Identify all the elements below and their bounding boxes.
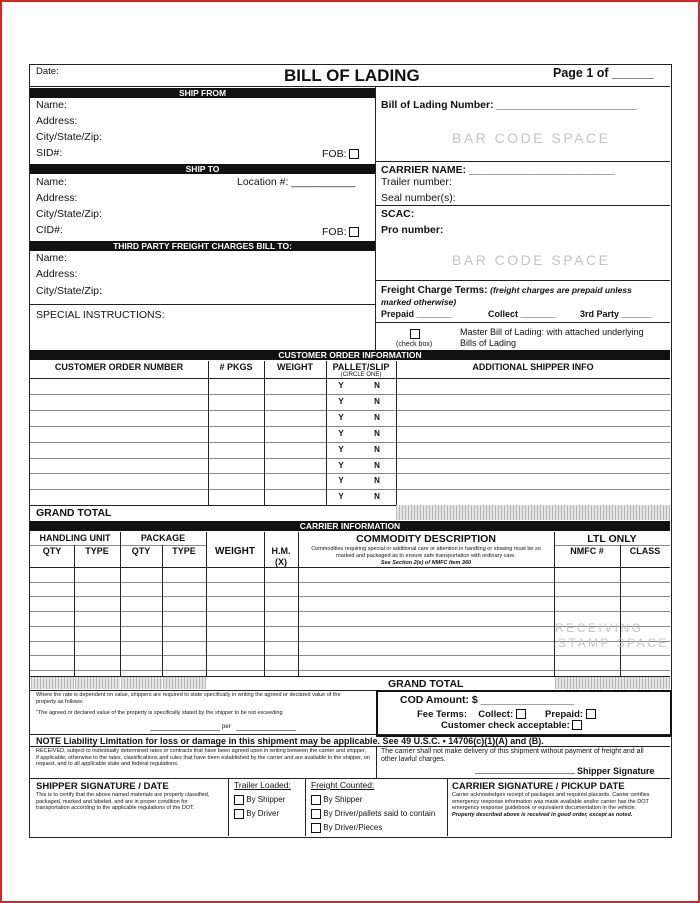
receiving-stamp-2: STAMP SPACE (558, 636, 669, 650)
nmfc-header: NMFC # (570, 546, 604, 556)
row-line (30, 596, 670, 597)
prepaid-field[interactable]: Prepaid _______ (381, 309, 452, 319)
value-note-2: "The agreed or declared value of the property is specifically stated by the shipper to be not exceeding (36, 710, 283, 716)
fob-checkbox[interactable] (349, 227, 359, 237)
commodity-description-header: COMMODITY DESCRIPTION (356, 533, 496, 545)
fc-by-driver-pieces-label: By Driver/Pieces (323, 823, 383, 833)
ship-from-header: SHIP FROM (30, 88, 375, 98)
ship-to-city[interactable]: City/State/Zip: (36, 208, 102, 220)
hm-header: H.M. (271, 546, 291, 556)
customer-order-grand-total: GRAND TOTAL (36, 507, 112, 519)
fob-label: FOB: (322, 226, 347, 238)
value-note: Where the rate is dependent on value, shippers are required to state specifically in writing the agreed or declared value of the property as follows: (36, 692, 341, 705)
pallet-yes-option[interactable]: Y (338, 476, 344, 485)
value-per: per (222, 724, 231, 730)
pallet-yes-option[interactable]: Y (338, 429, 344, 438)
third-party-name[interactable]: Name: (36, 252, 67, 264)
fee-prepaid-checkbox[interactable] (586, 709, 596, 719)
shipper-signature-label[interactable]: Shipper Signature (577, 766, 655, 776)
pallet-yes-option[interactable]: Y (338, 381, 344, 390)
cod-amount[interactable]: COD Amount: $ ________________ (400, 694, 575, 706)
col-weight: WEIGHT (277, 362, 313, 372)
carrier-name[interactable]: CARRIER NAME: _________________________ (381, 164, 616, 176)
ship-from-name[interactable]: Name: (36, 99, 67, 111)
ship-from-sid[interactable]: SID#: (36, 147, 63, 159)
shipper-sig-text: This is to certify that the above named materials are properly classified, packaged, marked and labeled, and are in proper condition for transportation according to the applicable regulations of the DOT. (36, 792, 210, 811)
master-bol-label-2: Bills of Lading (460, 338, 517, 348)
hm-x-header: (X) (275, 557, 287, 567)
header-divider (30, 567, 670, 568)
row-line (30, 458, 670, 459)
liability-note: NOTE Liability Limitation for loss or damage in this shipment may be applicable. See 49 U.S.C. • 14706(c)(1)(A) and (B). (36, 736, 544, 746)
commodity-ref: See Section 2(e) of NMFC Item 360 (380, 560, 472, 566)
trailer-by-shipper-label: By Shipper (246, 795, 286, 805)
package-header: PACKAGE (140, 533, 186, 543)
fc-by-shipper-checkbox[interactable] (311, 795, 321, 805)
seal-numbers[interactable]: Seal number(s): (381, 192, 456, 204)
col-circle-one: (CIRCLE ONE) (340, 372, 382, 378)
row-line (30, 473, 670, 474)
fob-label: FOB: (322, 148, 347, 160)
receiving-stamp-1: RECEIVING (555, 621, 644, 635)
col-line (298, 532, 299, 676)
trailer-by-driver[interactable] (234, 809, 279, 819)
trailer-number[interactable]: Trailer number: (381, 176, 452, 188)
carrier-no-delivery: The carrier shall not make delivery of this shipment without payment of freight and all other lawful charges. (381, 748, 644, 763)
grand-total-shaded (75, 677, 120, 689)
col-line (208, 361, 209, 505)
col-additional-info: ADDITIONAL SHIPPER INFO (472, 362, 594, 372)
page-number[interactable]: Page 1 of ______ (553, 66, 654, 80)
fee-collect-label: Collect: (478, 709, 514, 720)
ship-from-fob[interactable] (322, 148, 359, 160)
pallet-yes-option[interactable]: Y (338, 461, 344, 470)
row-line (30, 489, 670, 490)
trailer-by-shipper-checkbox[interactable] (234, 795, 244, 805)
col-pkgs: # PKGS (219, 362, 253, 372)
pkg-qty: QTY (131, 546, 151, 556)
fc-by-driver-pallets[interactable] (311, 809, 435, 819)
ship-to-name[interactable]: Name: (36, 176, 67, 188)
carrier-sig-title[interactable]: CARRIER SIGNATURE / PICKUP DATE (452, 781, 625, 792)
pallet-no-option[interactable]: N (374, 461, 380, 470)
customer-check-label: Customer check acceptable: (441, 720, 570, 731)
third-party-city[interactable]: City/State/Zip: (36, 285, 102, 297)
grand-total-shaded (163, 677, 206, 689)
fc-by-driver-pieces-checkbox[interactable] (311, 823, 321, 833)
ship-to-fob[interactable] (322, 226, 359, 238)
collect-field[interactable]: Collect _______ (488, 309, 556, 319)
pallet-yes-option[interactable]: Y (338, 413, 344, 422)
hu-type: TYPE (85, 546, 109, 556)
row-line (30, 670, 670, 671)
row-line (30, 582, 670, 583)
carrier-weight-header: WEIGHT (215, 546, 255, 557)
customer-order-header: CUSTOMER ORDER INFORMATION (30, 350, 670, 360)
col-line (620, 545, 621, 676)
pallet-no-option[interactable]: N (374, 381, 380, 390)
special-instructions[interactable]: SPECIAL INSTRUCTIONS: (36, 309, 165, 321)
handling-unit-header: HANDLING UNIT (39, 533, 111, 543)
row-line (30, 655, 670, 656)
pallet-no-option[interactable]: N (374, 397, 380, 406)
grand-total-shaded (121, 677, 162, 689)
third-party-address[interactable]: Address: (36, 268, 78, 280)
grand-total-shaded (555, 677, 670, 689)
fc-by-shipper-label: By Shipper (323, 795, 363, 805)
scac[interactable]: SCAC: (381, 208, 415, 220)
trailer-by-driver-label: By Driver (246, 809, 280, 819)
col-line (74, 545, 75, 676)
fc-by-driver-pieces[interactable] (311, 823, 382, 833)
shipper-sig-title[interactable]: SHIPPER SIGNATURE / DATE (36, 781, 169, 792)
freight-terms-note: (freight charges are prepaid unless (490, 285, 632, 295)
carrier-sig-text: Carrier acknowledges receipt of packages and required placards. Carrier certifies emergency response information was made available and/or carrier has the DOT emergency response guidebook or equivalent documentation in the vehicle. (452, 792, 650, 811)
customer-check-checkbox[interactable] (572, 720, 582, 730)
row-line (30, 611, 670, 612)
pro-number[interactable]: Pro number: (381, 224, 444, 236)
trailer-by-shipper[interactable] (234, 795, 285, 805)
carrier-sig-text-2: Property described above is received in good order, except as noted. (452, 812, 633, 818)
col-line (264, 532, 265, 676)
carrier-grand-total: GRAND TOTAL (388, 678, 464, 690)
fee-collect-checkbox[interactable] (516, 709, 526, 719)
master-bol-label: Master Bill of Lading: with attached underlying (460, 327, 644, 337)
fee-prepaid-label: Prepaid: (545, 709, 584, 720)
freight-terms-note2: marked otherwise) (381, 297, 457, 307)
trailer-by-driver-checkbox[interactable] (234, 809, 244, 819)
row-line (30, 442, 670, 443)
col-line (326, 361, 327, 505)
bar-code-space-2: BAR CODE SPACE (452, 252, 611, 268)
pkg-type: TYPE (172, 546, 196, 556)
bol-number[interactable]: Bill of Lading Number: ________________________ (381, 99, 637, 111)
commodity-note: Commodities requiring special or additional care or attention in handling or stowing must be so marked and packaged as to ensure safe transportation with ordinary care. (311, 546, 541, 559)
pallet-no-option[interactable]: N (374, 429, 380, 438)
trailer-loaded-label: Trailer Loaded: (234, 780, 291, 790)
header-divider (30, 378, 670, 379)
third-party-field[interactable]: 3rd Party ______ (580, 309, 652, 319)
sub-header-line (30, 545, 206, 546)
col-line (206, 532, 207, 676)
fob-checkbox[interactable] (349, 149, 359, 159)
ship-from-address[interactable]: Address: (36, 115, 78, 127)
row-line (30, 410, 670, 411)
pallet-no-option[interactable]: N (374, 445, 380, 454)
freight-counted-label: Freight Counted: (311, 780, 375, 790)
freight-terms-label: Freight Charge Terms: (381, 285, 488, 296)
date-label[interactable]: Date: (36, 66, 59, 77)
customer-check (441, 720, 582, 731)
col-line (162, 545, 163, 676)
ship-to-cid[interactable]: CID#: (36, 224, 63, 236)
form-title: BILL OF LADING (284, 66, 420, 85)
col-line (554, 532, 555, 676)
grand-total-shaded (31, 677, 74, 689)
third-party-header: THIRD PARTY FREIGHT CHARGES BILL TO: (30, 241, 375, 251)
pallet-yes-option[interactable]: Y (338, 445, 344, 454)
fc-by-driver-pallets-checkbox[interactable] (311, 809, 321, 819)
fee-terms (417, 709, 596, 720)
sub-header-line (554, 545, 670, 546)
pallet-no-option[interactable]: N (374, 413, 380, 422)
col-pallet-slip: PALLET/SLIP (332, 362, 390, 372)
row-line (30, 426, 670, 427)
master-bol-checkbox[interactable] (410, 329, 420, 339)
col-customer-order: CUSTOMER ORDER NUMBER (54, 362, 184, 372)
col-line (120, 532, 121, 676)
carrier-info-header: CARRIER INFORMATION (30, 521, 670, 531)
pallet-yes-option[interactable]: Y (338, 492, 344, 501)
col-line (396, 361, 397, 505)
fee-terms-label: Fee Terms: (417, 709, 467, 720)
grand-total-shaded (396, 505, 670, 520)
ltl-only-header: LTL ONLY (587, 533, 637, 545)
received-text: RECEIVED, subject to individually determined rates or contracts that have been agreed upon in writing between the carrier and shipper, if applicable, otherwise to the rates, classifications and rules that have been established by the carrier and are available to the shipper, on request, and to all applicable state and federal regulations. (36, 748, 370, 767)
pallet-no-option[interactable]: N (374, 492, 380, 501)
ship-to-address[interactable]: Address: (36, 192, 78, 204)
ship-to-location[interactable]: Location #: ___________ (237, 176, 356, 188)
col-line (264, 361, 265, 505)
row-line (30, 394, 670, 395)
ship-to-header: SHIP TO (30, 164, 375, 174)
fc-by-driver-pallets-label: By Driver/pallets said to contain (323, 809, 436, 819)
check-box-label: (check box) (396, 341, 433, 348)
pallet-yes-option[interactable]: Y (338, 397, 344, 406)
bar-code-space-1: BAR CODE SPACE (452, 130, 611, 146)
class-header: CLASS (629, 546, 661, 556)
fc-by-shipper[interactable] (311, 795, 362, 805)
pallet-no-option[interactable]: N (374, 476, 380, 485)
ship-from-city[interactable]: City/State/Zip: (36, 131, 102, 143)
hu-qty: QTY (42, 546, 62, 556)
freight-charge-terms (381, 285, 632, 296)
